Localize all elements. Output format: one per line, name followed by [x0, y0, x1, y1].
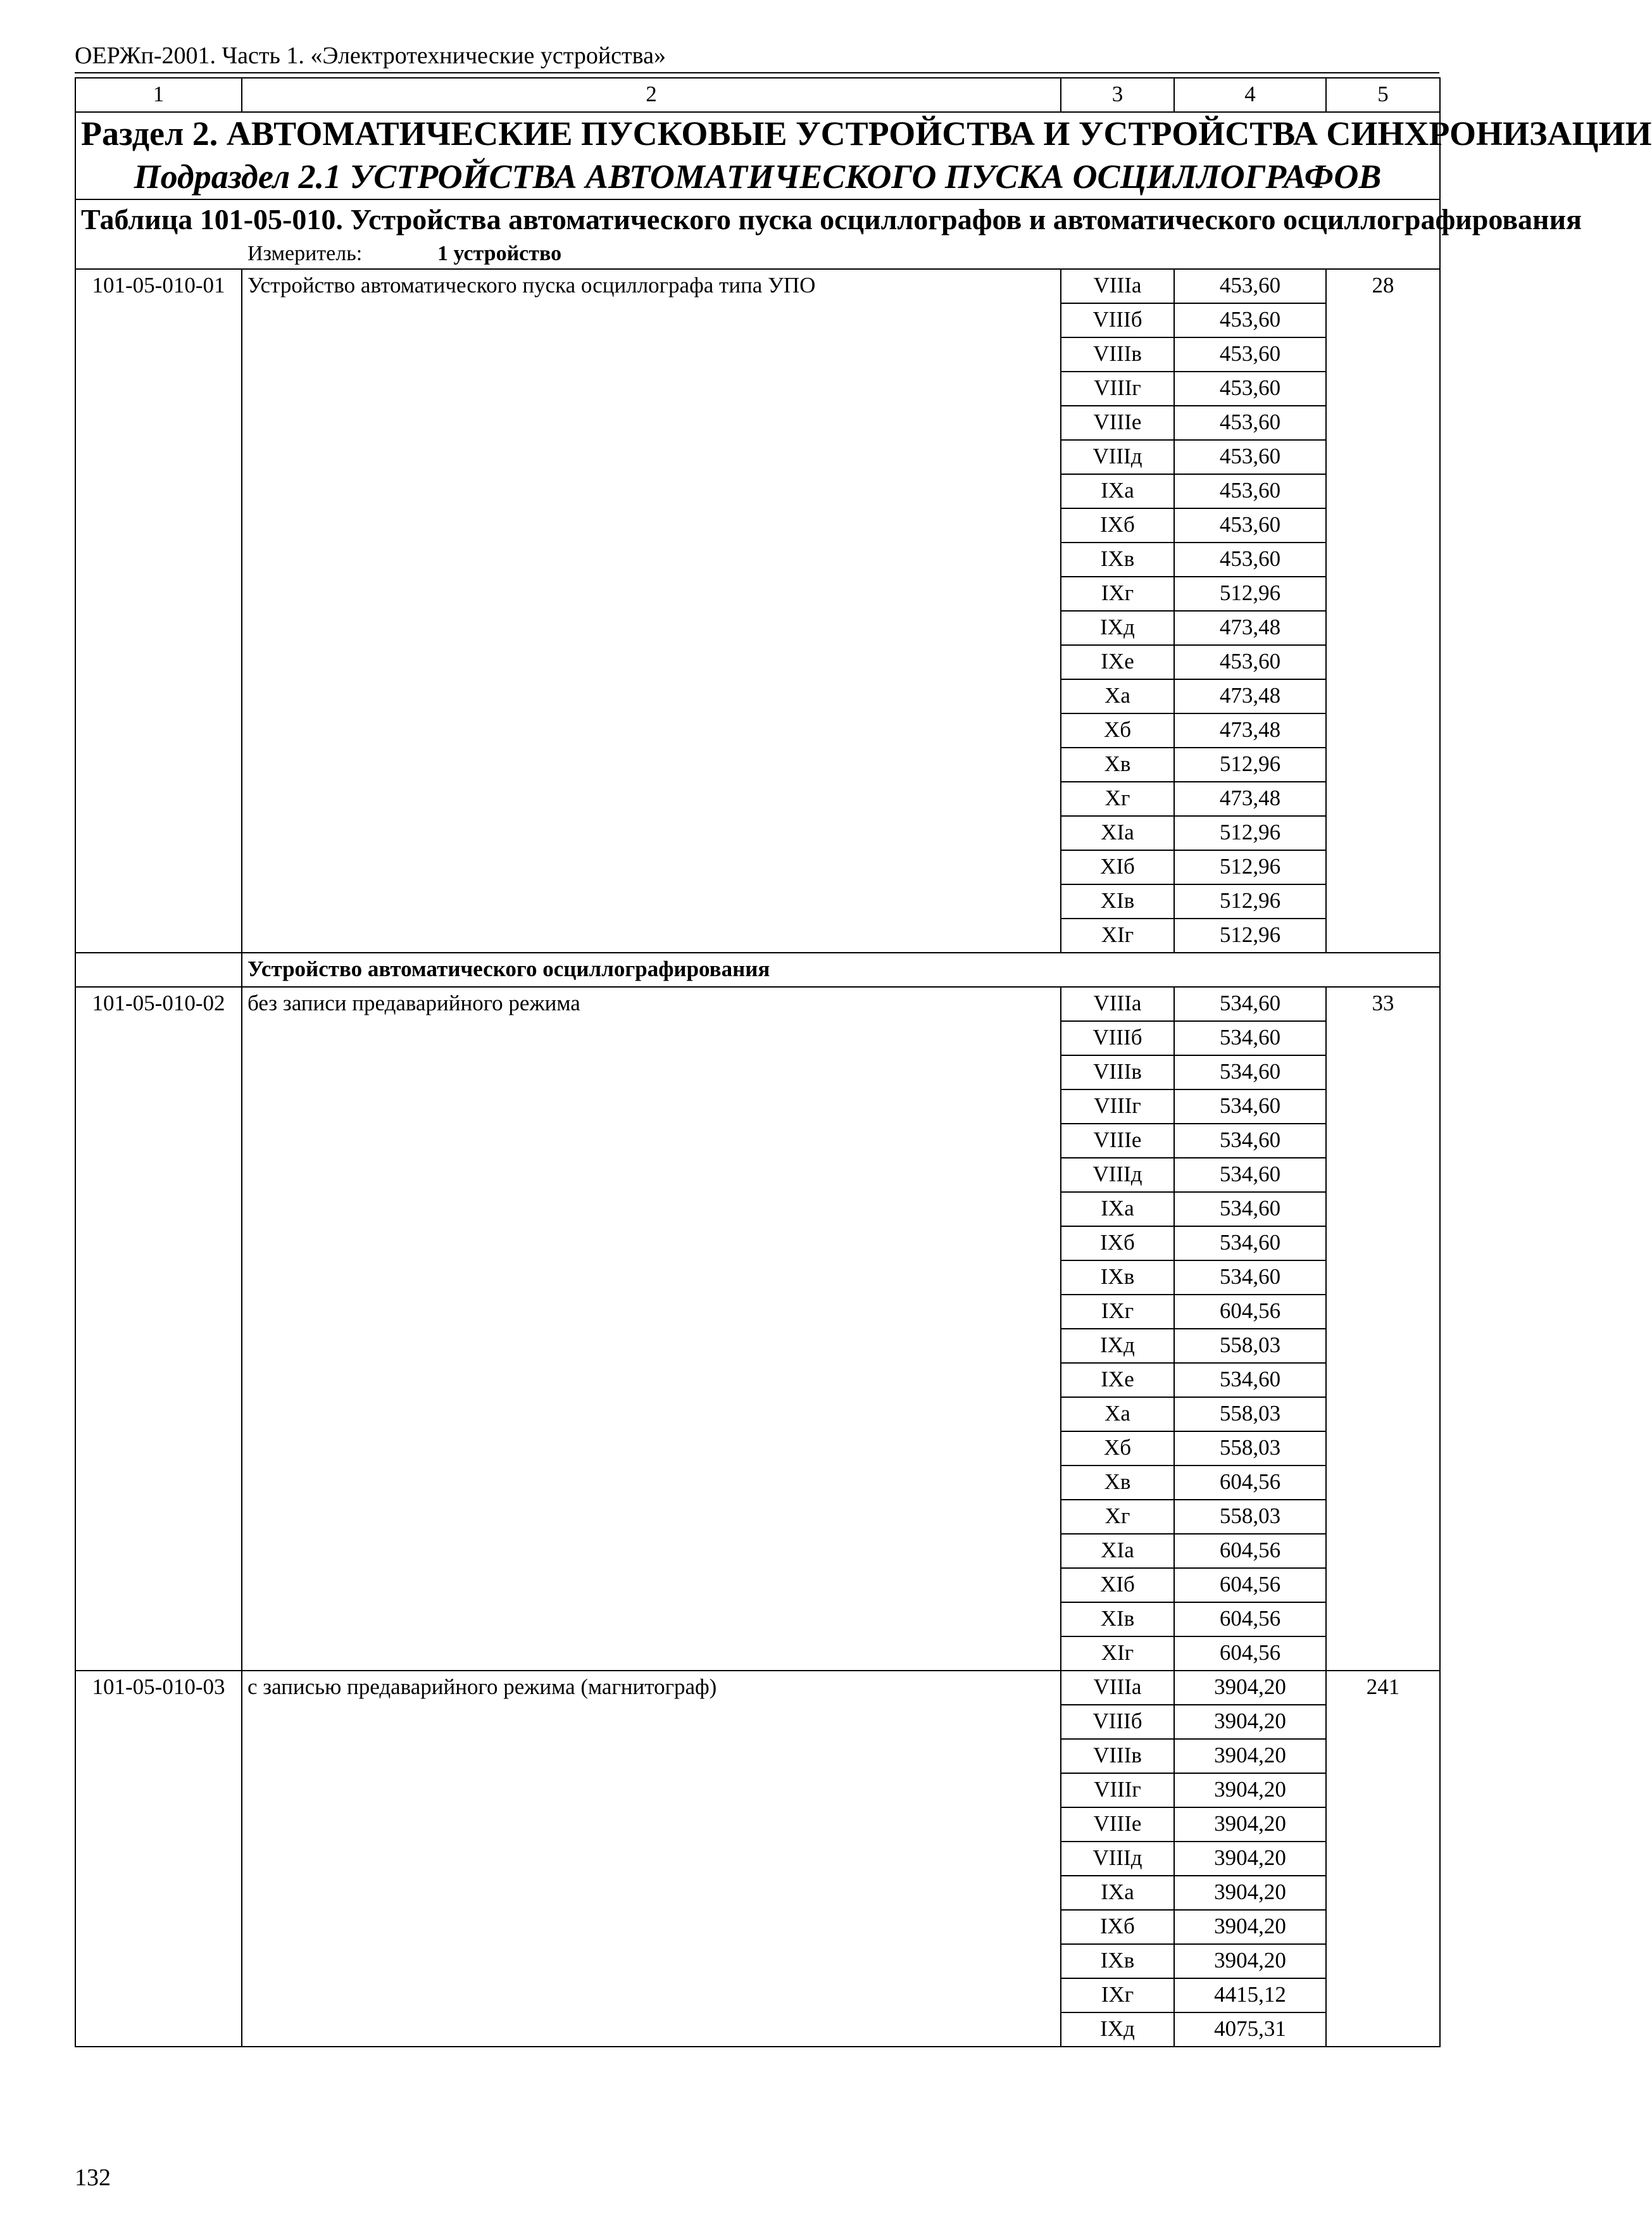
price-value: 3904,20: [1174, 1842, 1326, 1876]
price-value: 3904,20: [1174, 1944, 1326, 1978]
zone-code: XIв: [1061, 884, 1174, 919]
price-value: 3904,20: [1174, 1671, 1326, 1705]
price-value: 604,56: [1174, 1568, 1326, 1602]
item-code: 101-05-010-03: [75, 1671, 242, 2047]
zone-code: IXг: [1061, 1295, 1174, 1329]
zone-code: IXв: [1061, 1260, 1174, 1295]
price-value: 4075,31: [1174, 2012, 1326, 2047]
zone-code: Xб: [1061, 1431, 1174, 1466]
zone-code: VIIIг: [1061, 1773, 1174, 1807]
price-value: 453,60: [1174, 372, 1326, 406]
price-value: 534,60: [1174, 1055, 1326, 1089]
zone-code: IXе: [1061, 1363, 1174, 1397]
table-title-row: [75, 199, 1440, 269]
price-value: 512,96: [1174, 748, 1326, 782]
zone-code: IXб: [1061, 1226, 1174, 1260]
price-value: 534,60: [1174, 1363, 1326, 1397]
column-number: 3: [1061, 78, 1174, 112]
price-value: 453,60: [1174, 406, 1326, 440]
item-col5: 241: [1326, 1671, 1440, 2047]
price-value: 473,48: [1174, 713, 1326, 748]
price-value: 604,56: [1174, 1534, 1326, 1568]
zone-code: XIа: [1061, 816, 1174, 850]
zone-code: Xг: [1061, 782, 1174, 816]
price-value: 453,60: [1174, 303, 1326, 337]
zone-code: Xв: [1061, 748, 1174, 782]
zone-code: XIб: [1061, 1568, 1174, 1602]
zone-code: XIг: [1061, 1636, 1174, 1671]
price-value: 453,60: [1174, 440, 1326, 474]
price-value: 534,60: [1174, 1192, 1326, 1226]
header-rule: [75, 72, 1439, 73]
price-value: 534,60: [1174, 1021, 1326, 1055]
item-name: без записи предаварийного режима: [242, 987, 1061, 1671]
group-heading: Устройство автоматического осциллографирования: [242, 953, 1440, 987]
zone-code: VIIIг: [1061, 1089, 1174, 1124]
price-value: 453,60: [1174, 269, 1326, 303]
price-value: 3904,20: [1174, 1705, 1326, 1739]
page-number: 132: [75, 2164, 111, 2191]
price-value: 534,60: [1174, 1089, 1326, 1124]
zone-code: XIг: [1061, 919, 1174, 953]
zone-code: IXд: [1061, 611, 1174, 645]
price-value: 453,60: [1174, 543, 1326, 577]
zone-code: VIIIе: [1061, 1124, 1174, 1158]
zone-code: VIIIе: [1061, 1807, 1174, 1842]
zone-code: Xа: [1061, 1397, 1174, 1431]
zone-code: XIб: [1061, 850, 1174, 884]
zone-code: VIIIб: [1061, 303, 1174, 337]
empty-cell: [75, 953, 242, 987]
price-value: 473,48: [1174, 611, 1326, 645]
price-value: 512,96: [1174, 816, 1326, 850]
price-value: 512,96: [1174, 884, 1326, 919]
zone-code: VIIIв: [1061, 1739, 1174, 1773]
title-cell: [75, 112, 1652, 199]
price-value: 534,60: [1174, 987, 1326, 1021]
measure-value: 1 устройство: [437, 242, 562, 265]
item-col5: 33: [1326, 987, 1440, 1671]
zone-code: VIIIа: [1061, 1671, 1174, 1705]
price-value: 473,48: [1174, 782, 1326, 816]
price-value: 3904,20: [1174, 1876, 1326, 1910]
zone-code: Xв: [1061, 1466, 1174, 1500]
item-name: с записью предаварийного режима (магнитограф): [242, 1671, 1061, 2047]
title-row: [75, 112, 1440, 199]
zone-code: XIв: [1061, 1602, 1174, 1636]
price-value: 558,03: [1174, 1397, 1326, 1431]
price-value: 512,96: [1174, 850, 1326, 884]
price-value: 534,60: [1174, 1158, 1326, 1192]
zone-code: IXг: [1061, 1978, 1174, 2012]
price-value: 3904,20: [1174, 1910, 1326, 1944]
measure-line: [81, 239, 1434, 268]
price-value: 3904,20: [1174, 1807, 1326, 1842]
zone-code: VIIIв: [1061, 1055, 1174, 1089]
table-title: Таблица 101-05-010. Устройства автоматического пуска осциллографов и автоматического осциллографирования: [81, 203, 1582, 235]
page-header: ОЕРЖп-2001. Часть 1. «Электротехнические устройства»: [75, 42, 666, 69]
price-value: 3904,20: [1174, 1773, 1326, 1807]
zone-code: Xа: [1061, 679, 1174, 713]
zone-code: IXа: [1061, 1192, 1174, 1226]
zone-code: IXа: [1061, 474, 1174, 508]
measure-label: Измеритель:: [247, 242, 363, 265]
zone-code: IXа: [1061, 1876, 1174, 1910]
table-row: [75, 1671, 1440, 1705]
price-value: 604,56: [1174, 1295, 1326, 1329]
price-value: 604,56: [1174, 1636, 1326, 1671]
zone-code: IXб: [1061, 1910, 1174, 1944]
zone-code: XIа: [1061, 1534, 1174, 1568]
price-value: 558,03: [1174, 1329, 1326, 1363]
price-value: 3904,20: [1174, 1739, 1326, 1773]
item-code: 101-05-010-01: [75, 269, 242, 953]
zone-code: Xг: [1061, 1500, 1174, 1534]
column-number: 1: [75, 78, 242, 112]
zone-code: IXд: [1061, 1329, 1174, 1363]
zone-code: Xб: [1061, 713, 1174, 748]
zone-code: VIIIд: [1061, 440, 1174, 474]
price-value: 473,48: [1174, 679, 1326, 713]
price-value: 453,60: [1174, 508, 1326, 543]
subsection-title: Подраздел 2.1 УСТРОЙСТВА АВТОМАТИЧЕСКОГО ПУСКА ОСЦИЛЛОГРАФОВ: [134, 158, 1382, 196]
table-row: [75, 269, 1440, 303]
rates-table: [75, 77, 1652, 2047]
zone-code: VIIIе: [1061, 406, 1174, 440]
zone-code: IXд: [1061, 2012, 1174, 2047]
zone-code: IXг: [1061, 577, 1174, 611]
zone-code: IXв: [1061, 543, 1174, 577]
zone-code: VIIIб: [1061, 1705, 1174, 1739]
zone-code: VIIIа: [1061, 987, 1174, 1021]
zone-code: VIIIг: [1061, 372, 1174, 406]
item-col5: 28: [1326, 269, 1440, 953]
price-value: 534,60: [1174, 1124, 1326, 1158]
column-number: 5: [1326, 78, 1440, 112]
zone-code: VIIIд: [1061, 1158, 1174, 1192]
section-title: Раздел 2. АВТОМАТИЧЕСКИЕ ПУСКОВЫЕ УСТРОЙСТВА И УСТРОЙСТВА СИНХРОНИЗАЦИИ: [81, 115, 1652, 153]
price-value: 453,60: [1174, 337, 1326, 372]
price-value: 534,60: [1174, 1226, 1326, 1260]
price-value: 453,60: [1174, 645, 1326, 679]
column-number: 2: [242, 78, 1061, 112]
zone-code: IXе: [1061, 645, 1174, 679]
item-name: Устройство автоматического пуска осциллографа типа УПО: [242, 269, 1061, 953]
column-number: 4: [1174, 78, 1326, 112]
table-row: [75, 987, 1440, 1021]
group-heading-row: [75, 953, 1440, 987]
zone-code: IXб: [1061, 508, 1174, 543]
zone-code: VIIIв: [1061, 337, 1174, 372]
item-code: 101-05-010-02: [75, 987, 242, 1671]
price-value: 604,56: [1174, 1602, 1326, 1636]
zone-code: VIIIа: [1061, 269, 1174, 303]
price-value: 512,96: [1174, 577, 1326, 611]
zone-code: VIIIб: [1061, 1021, 1174, 1055]
zone-code: IXв: [1061, 1944, 1174, 1978]
price-value: 534,60: [1174, 1260, 1326, 1295]
price-value: 4415,12: [1174, 1978, 1326, 2012]
price-value: 512,96: [1174, 919, 1326, 953]
price-value: 453,60: [1174, 474, 1326, 508]
column-number-row: [75, 78, 1440, 112]
zone-code: VIIIд: [1061, 1842, 1174, 1876]
table-title-cell: [75, 199, 1582, 269]
price-value: 604,56: [1174, 1466, 1326, 1500]
price-value: 558,03: [1174, 1500, 1326, 1534]
price-value: 558,03: [1174, 1431, 1326, 1466]
